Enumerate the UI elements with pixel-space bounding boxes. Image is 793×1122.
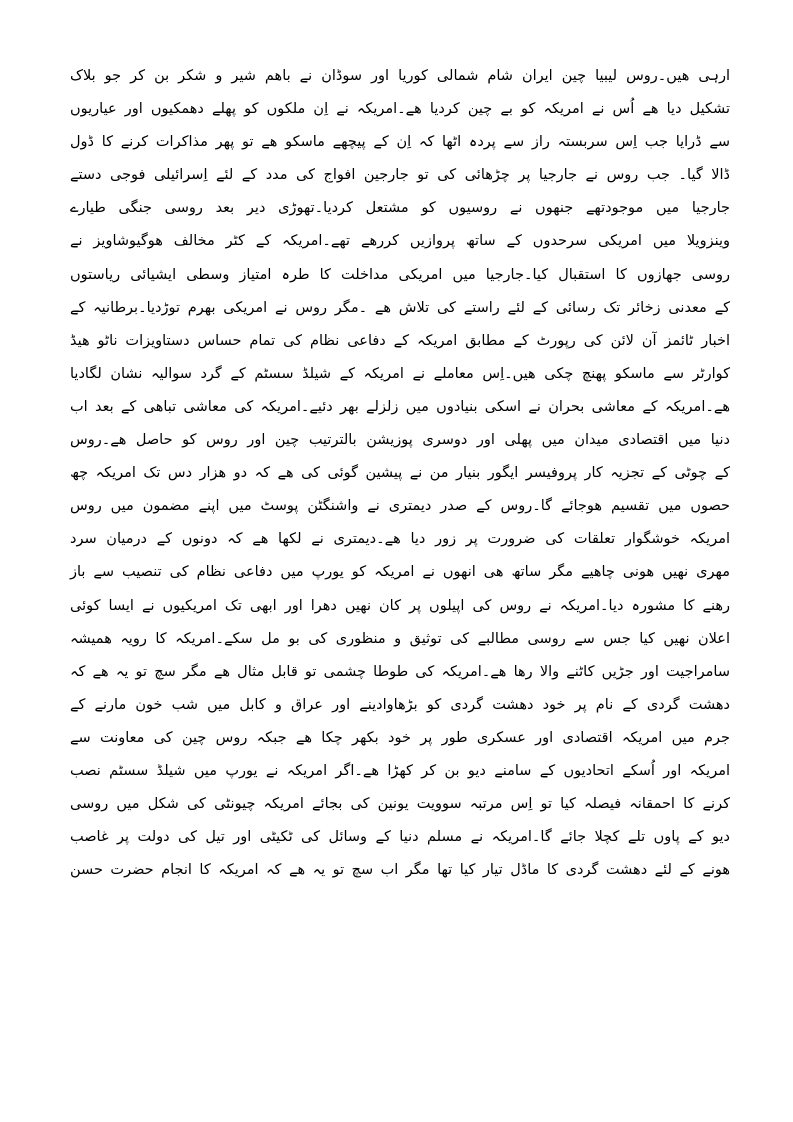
text-line: کرنے کا احمقانہ فیصلہ کیا تو اِس مرتبہ سوویت یونین کی بجائے امریکہ چیونٹی کی شکل میں روسی [70, 796, 730, 813]
text-line: اعلان نهیں کیا جس سے روسی مطالبے کی توثیق و منظوری کی بو مل سکے۔امریکہ کا رویہ همیشہ [70, 630, 730, 647]
text-line: کے چوٹی کے تجزیہ کار پروفیسر ایگور بنیار من نے پیشین گوئی کی هے کہ دو هزار دس تک امریکہ چھ [70, 465, 730, 482]
text-line: تشکیل دیا هے اُس نے امریکہ کو بے چین کردیا هے۔امریکہ نے اِن ملکوں کو پهلے دهمکیوں اور عیاریوں [70, 101, 730, 118]
text-line: جرم میں امریکہ اقتصادی اور عسکری طور پر خود بکهر چکا هے جبکہ روس چین کی معاونت سے [70, 729, 730, 746]
text-line: کوارٹر سے ماسکو پهنچ چکی هیں۔اِس معاملے نے امریکہ کے شیلڈ سسٹم کے گرد سوالیہ نشان لگادیا [70, 365, 730, 382]
text-line: کے معدنی زخائر تک رسائی کے لئے راستے کی تلاش هے ۔مگر روس نے امریکی بهرم توڑدیا۔برطانیہ کے [70, 299, 730, 316]
text-line: ارہی هیں۔روس لیبیا چین ایران شام شمالی کوریا اور سوڈان نے باهم شیر و شکر بن کر جو بلاک [70, 68, 730, 84]
text-line: سامراجیت اور جڑیں کاٹنے والا رها هے۔امریکہ کی طوطا چشمی تو قابل مثال هے مگر سچ تو یہ هے کہ [70, 663, 730, 680]
text-line: مهری نهیں هونی چاهیے مگر ساتھ هی انهوں نے امریکہ کو یورپ میں دفاعی نظام کی تنصیب سے باز [70, 564, 730, 581]
text-line: اخبار ٹائمز آن لائن کی رپورٹ کے مطابق امریکہ کے دفاعی نظام کی تمام حساس دستاویزات ناٹو هیڈ [70, 332, 730, 349]
text-line: ڈالا گیا۔ جب روس نے جارجیا پر چڑهائی کی تو جارجین افواج کی مدد کے لئے اِسرائیلی فوجی دستے [70, 167, 730, 184]
text-line: جارجیا میں موجودتهے جنهوں نے روسیوں کو مشتعل کردیا۔تهوڑی دیر بعد روسی جنگی طیارے [70, 200, 730, 217]
urdu-text-body [70, 60, 730, 887]
text-line: وینزویلا میں امریکی سرحدوں کے ساتھ پروازیں کررهے تهے۔امریکہ کے کٹر مخالف هوگیوشاویز نے [70, 233, 730, 250]
text-line: هونے کے لئے دهشت گردی کا ماڈل تیار کیا تها مگر اب سچ تو یہ هے کہ امریکہ کا انجام حضرت حسن [70, 862, 730, 879]
text-line: دیو کے پاوں تلے کچلا جائے گا۔امریکہ نے مسلم دنیا کے وسائل کی ٹکیٹی اور تیل کی دولت پر غاصب [70, 829, 730, 846]
text-line: هے۔امریکہ کے معاشی بحران نے اسکی بنیادوں میں زلزلے بهر دئیے۔امریکہ کی معاشی تباهی کے بعد اب [70, 398, 730, 415]
text-line: امریکہ اور اُسکے اتحادیوں کے سامنے دیو بن کر کهڑا هے۔اگر امریکہ نے یورپ میں شیلڈ سسٹم نصب [70, 762, 730, 779]
text-line: حصوں میں تقسیم هوجائے گا۔روس کے صدر دیمتری نے واشنگٹن پوسٹ میں اپنے مضمون میں روس [70, 498, 730, 515]
text-line: دهشت گردی کے نام پر خود دهشت گردی کو بڑهاوادینے اور عراق و کابل میں شب خون مارنے کے [70, 696, 730, 713]
text-line: دنیا میں اقتصادی میدان میں پهلی اور دوسری پوزیشن بالترتیب چین اور روس کو حاصل هے۔روس [70, 432, 730, 449]
text-line: روسی جهازوں کا استقبال کیا۔جارجیا میں امریکی مداخلت کا طرہ امتیاز وسطی ایشیائی ریاستوں [70, 266, 730, 283]
text-line: امریکہ خوشگوار تعلقات کی ضرورت پر زور دیا هے۔دیمتری نے لکها هے کہ دونوں کے درمیان سرد [70, 531, 730, 548]
text-line: سے ڈرایا جب اِس سربستہ راز سے پردہ اٹها کہ اِن کے پیچهے ماسکو هے تو پهر مذاکرات کرنے کا ڈول [70, 134, 730, 151]
text-line: رهنے کا مشورہ دیا۔امریکہ نے روس کی اپیلوں پر کان نهیں دهرا اور ابهی تک امریکیوں نے ایسا کوئی [70, 597, 730, 614]
